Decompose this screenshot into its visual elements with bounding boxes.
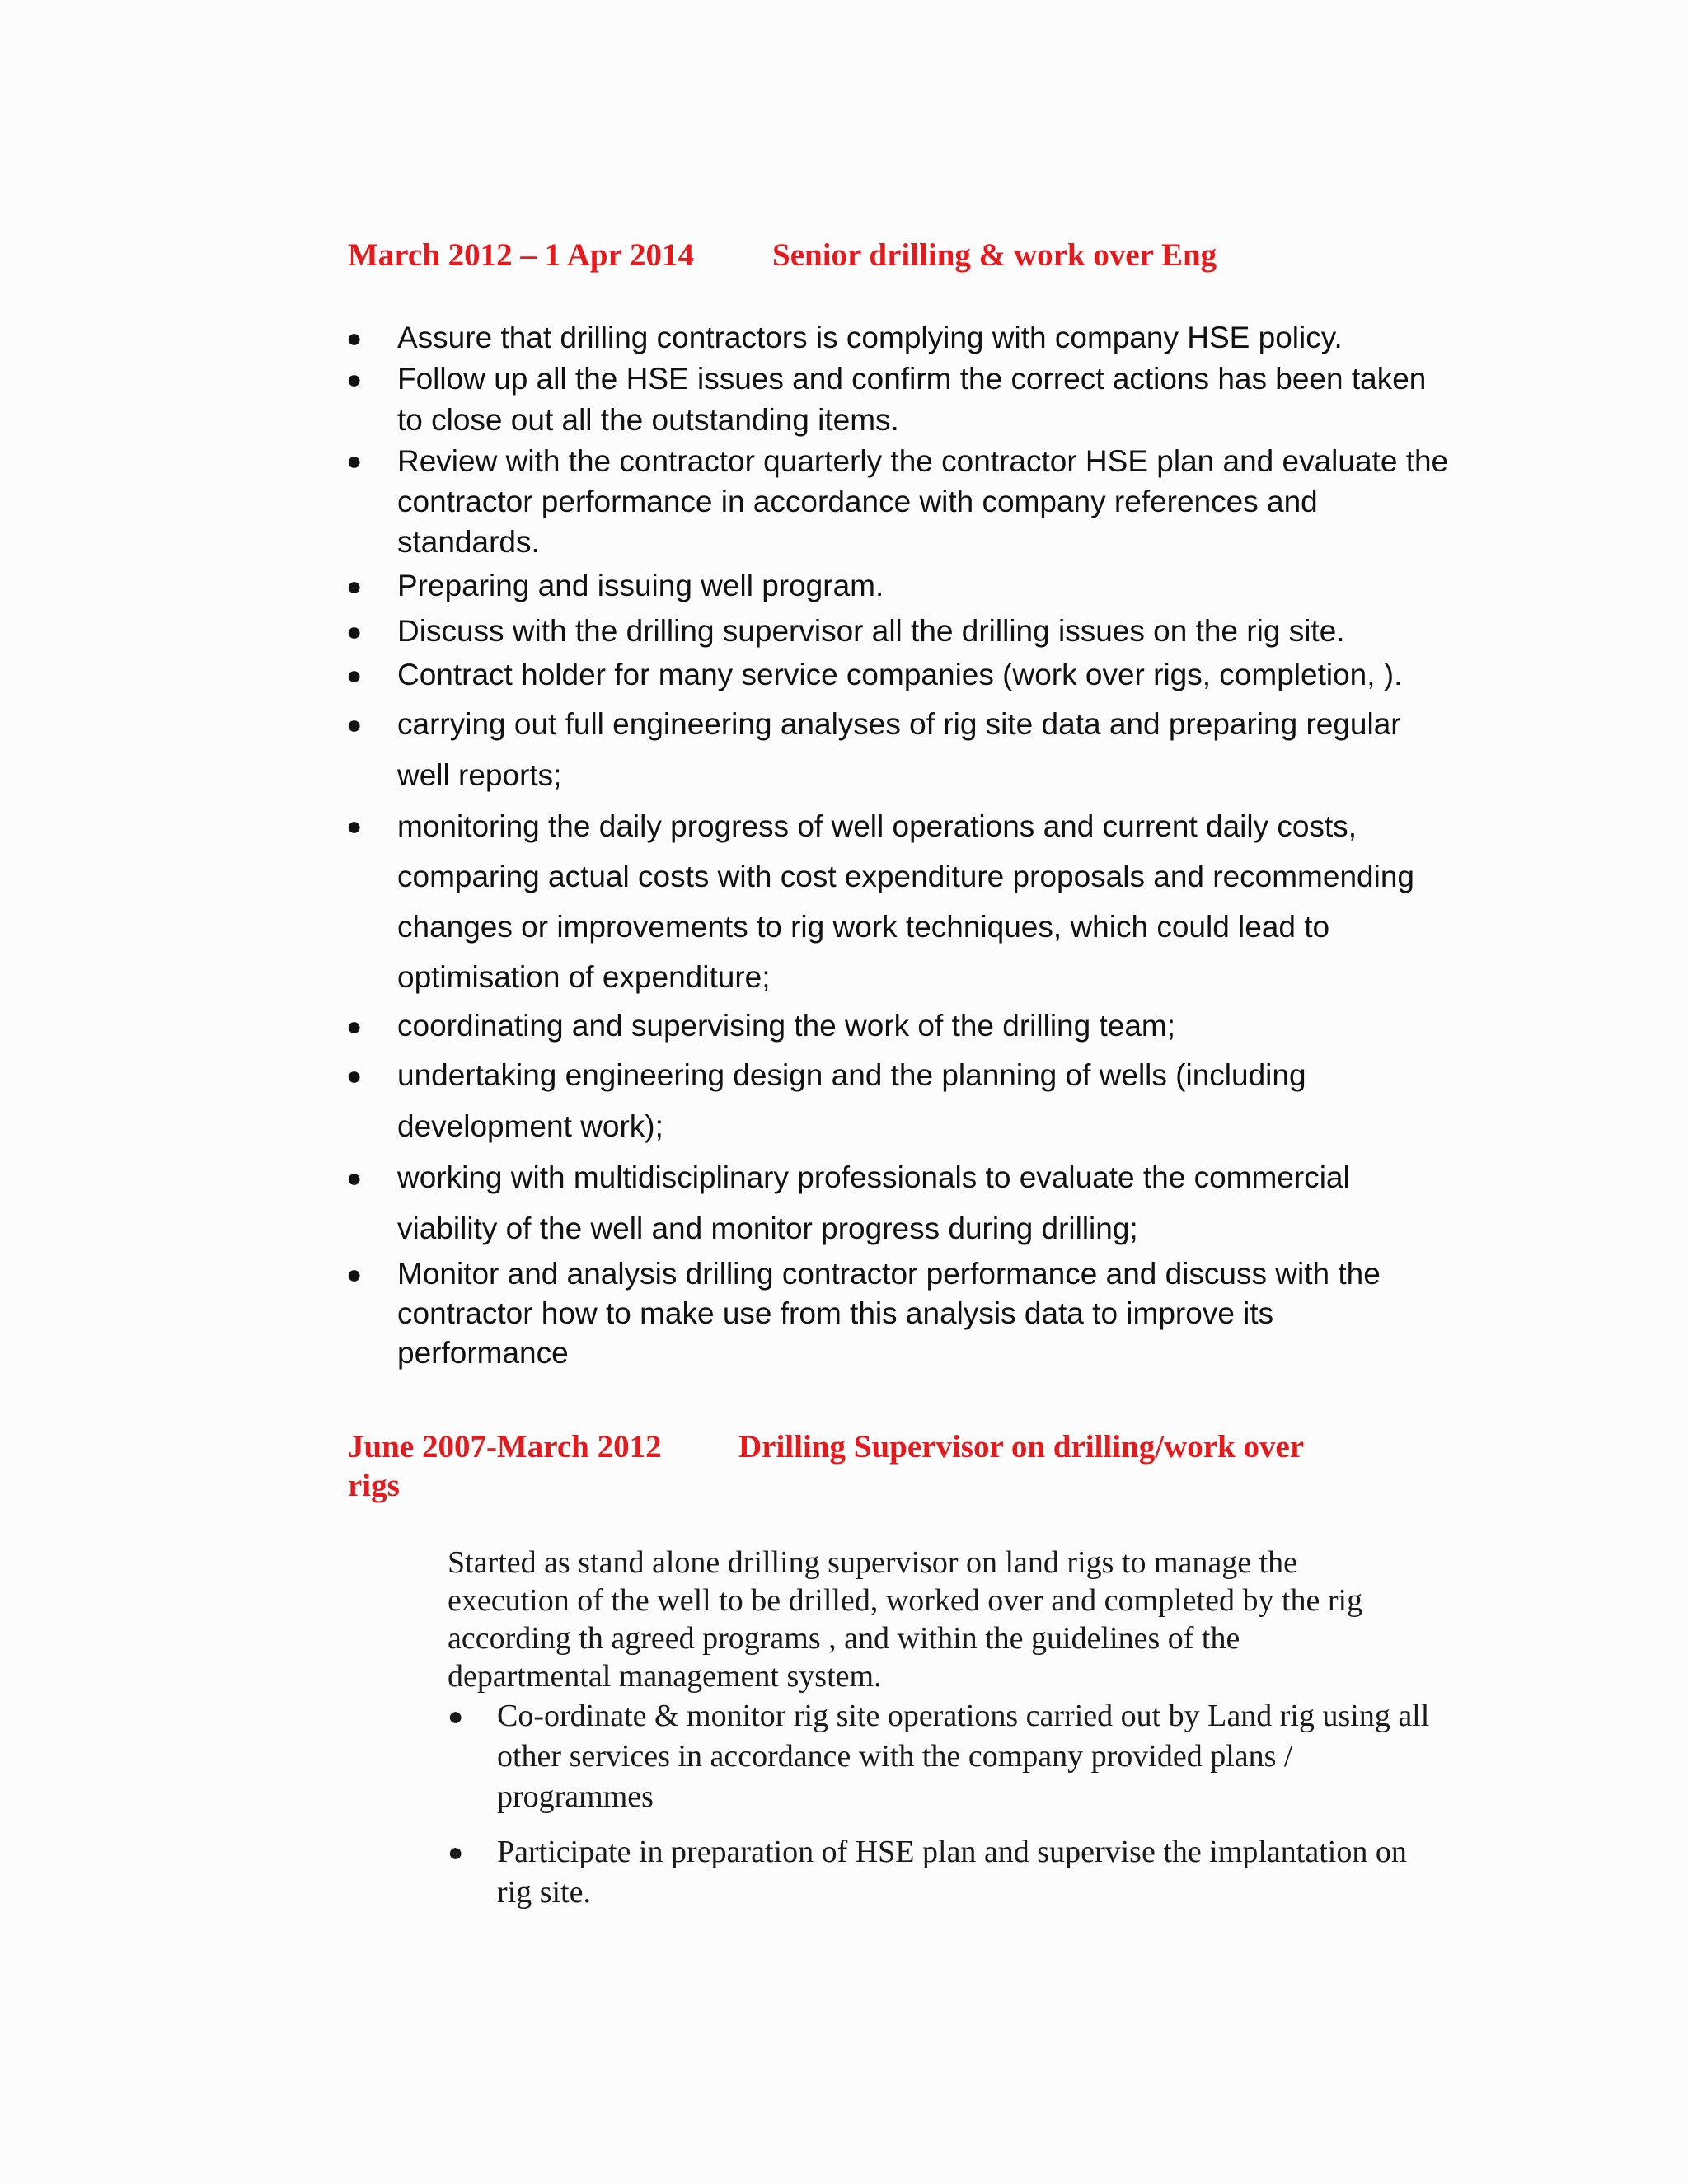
list-item: ● undertaking engineering design and the planning of wells (including development work); xyxy=(346,1050,1451,1152)
section1-bullet-list xyxy=(346,317,1451,1373)
list-item: ● working with multidisciplinary professionals to evaluate the commercial viability of the well and monitor progress during drilling; xyxy=(346,1152,1451,1254)
list-item: ● Discuss with the drilling supervisor all the drilling issues on the rig site. xyxy=(346,610,1451,653)
section1-title: Senior drilling & work over Eng xyxy=(772,237,1217,273)
list-item: ● Assure that drilling contractors is complying with company HSE policy. xyxy=(346,317,1451,359)
list-item: ● Review with the contractor quarterly the contractor HSE plan and evaluate the contractor performance in accordance with company references and standards. xyxy=(346,441,1451,562)
list-item: ● monitoring the daily progress of well operations and current daily costs, comparing actual costs with cost expenditure proposals and recommending changes or improvements to rig work techniques, which could lead to optimisation of expenditure; xyxy=(346,801,1451,1002)
bullet-icon: ● xyxy=(346,616,363,646)
list-item: ● Co-ordinate & monitor rig site operations carried out by Land rig using all other services in accordance with the company provided plans / programmes xyxy=(448,1696,1437,1817)
section1-dates: March 2012 – 1 Apr 2014 xyxy=(348,237,694,273)
bullet-icon: ● xyxy=(448,1837,464,1867)
bullet-icon: ● xyxy=(346,323,363,353)
bullet-icon: ● xyxy=(448,1701,464,1731)
bullet-icon: ● xyxy=(346,1163,363,1193)
bullet-icon: ● xyxy=(346,660,363,690)
section2-dates: June 2007-March 2012 xyxy=(348,1429,662,1465)
section2-title-continued: rigs xyxy=(348,1468,400,1503)
bullet-icon: ● xyxy=(346,1061,363,1090)
list-item: ● Follow up all the HSE issues and confirm the correct actions has been taken to close out all the outstanding items. xyxy=(346,359,1451,441)
bullet-icon: ● xyxy=(346,1259,363,1289)
list-item: ● Participate in preparation of HSE plan and supervise the implantation on rig site. xyxy=(448,1832,1437,1913)
list-item: ● carrying out full engineering analyses of rig site data and preparing regular well reports; xyxy=(346,699,1451,801)
section2-intro: Started as stand alone drilling supervisor on land rigs to manage the execution of the well to be drilled, worked over and completed by the rig according th agreed programs , and within the guidelines of the departmental management system. xyxy=(448,1545,1363,1694)
bullet-icon: ● xyxy=(346,446,363,476)
list-item: ● Contract holder for many service companies (work over rigs, completion, ). xyxy=(346,654,1451,696)
section2-title: Drilling Supervisor on drilling/work over xyxy=(738,1429,1305,1465)
list-item: ● Preparing and issuing well program. xyxy=(346,564,1451,608)
list-item: ● Monitor and analysis drilling contractor performance and discuss with the contractor how to make use from this analysis data to improve its performance xyxy=(346,1254,1451,1373)
bullet-icon: ● xyxy=(346,1011,363,1041)
bullet-icon: ● xyxy=(346,710,363,739)
bullet-icon: ● xyxy=(346,811,363,841)
list-item: ● coordinating and supervising the work of the drilling team; xyxy=(346,1002,1451,1050)
bullet-icon: ● xyxy=(346,571,363,601)
bullet-icon: ● xyxy=(346,364,363,394)
section2-bullet-list xyxy=(448,1696,1437,1913)
